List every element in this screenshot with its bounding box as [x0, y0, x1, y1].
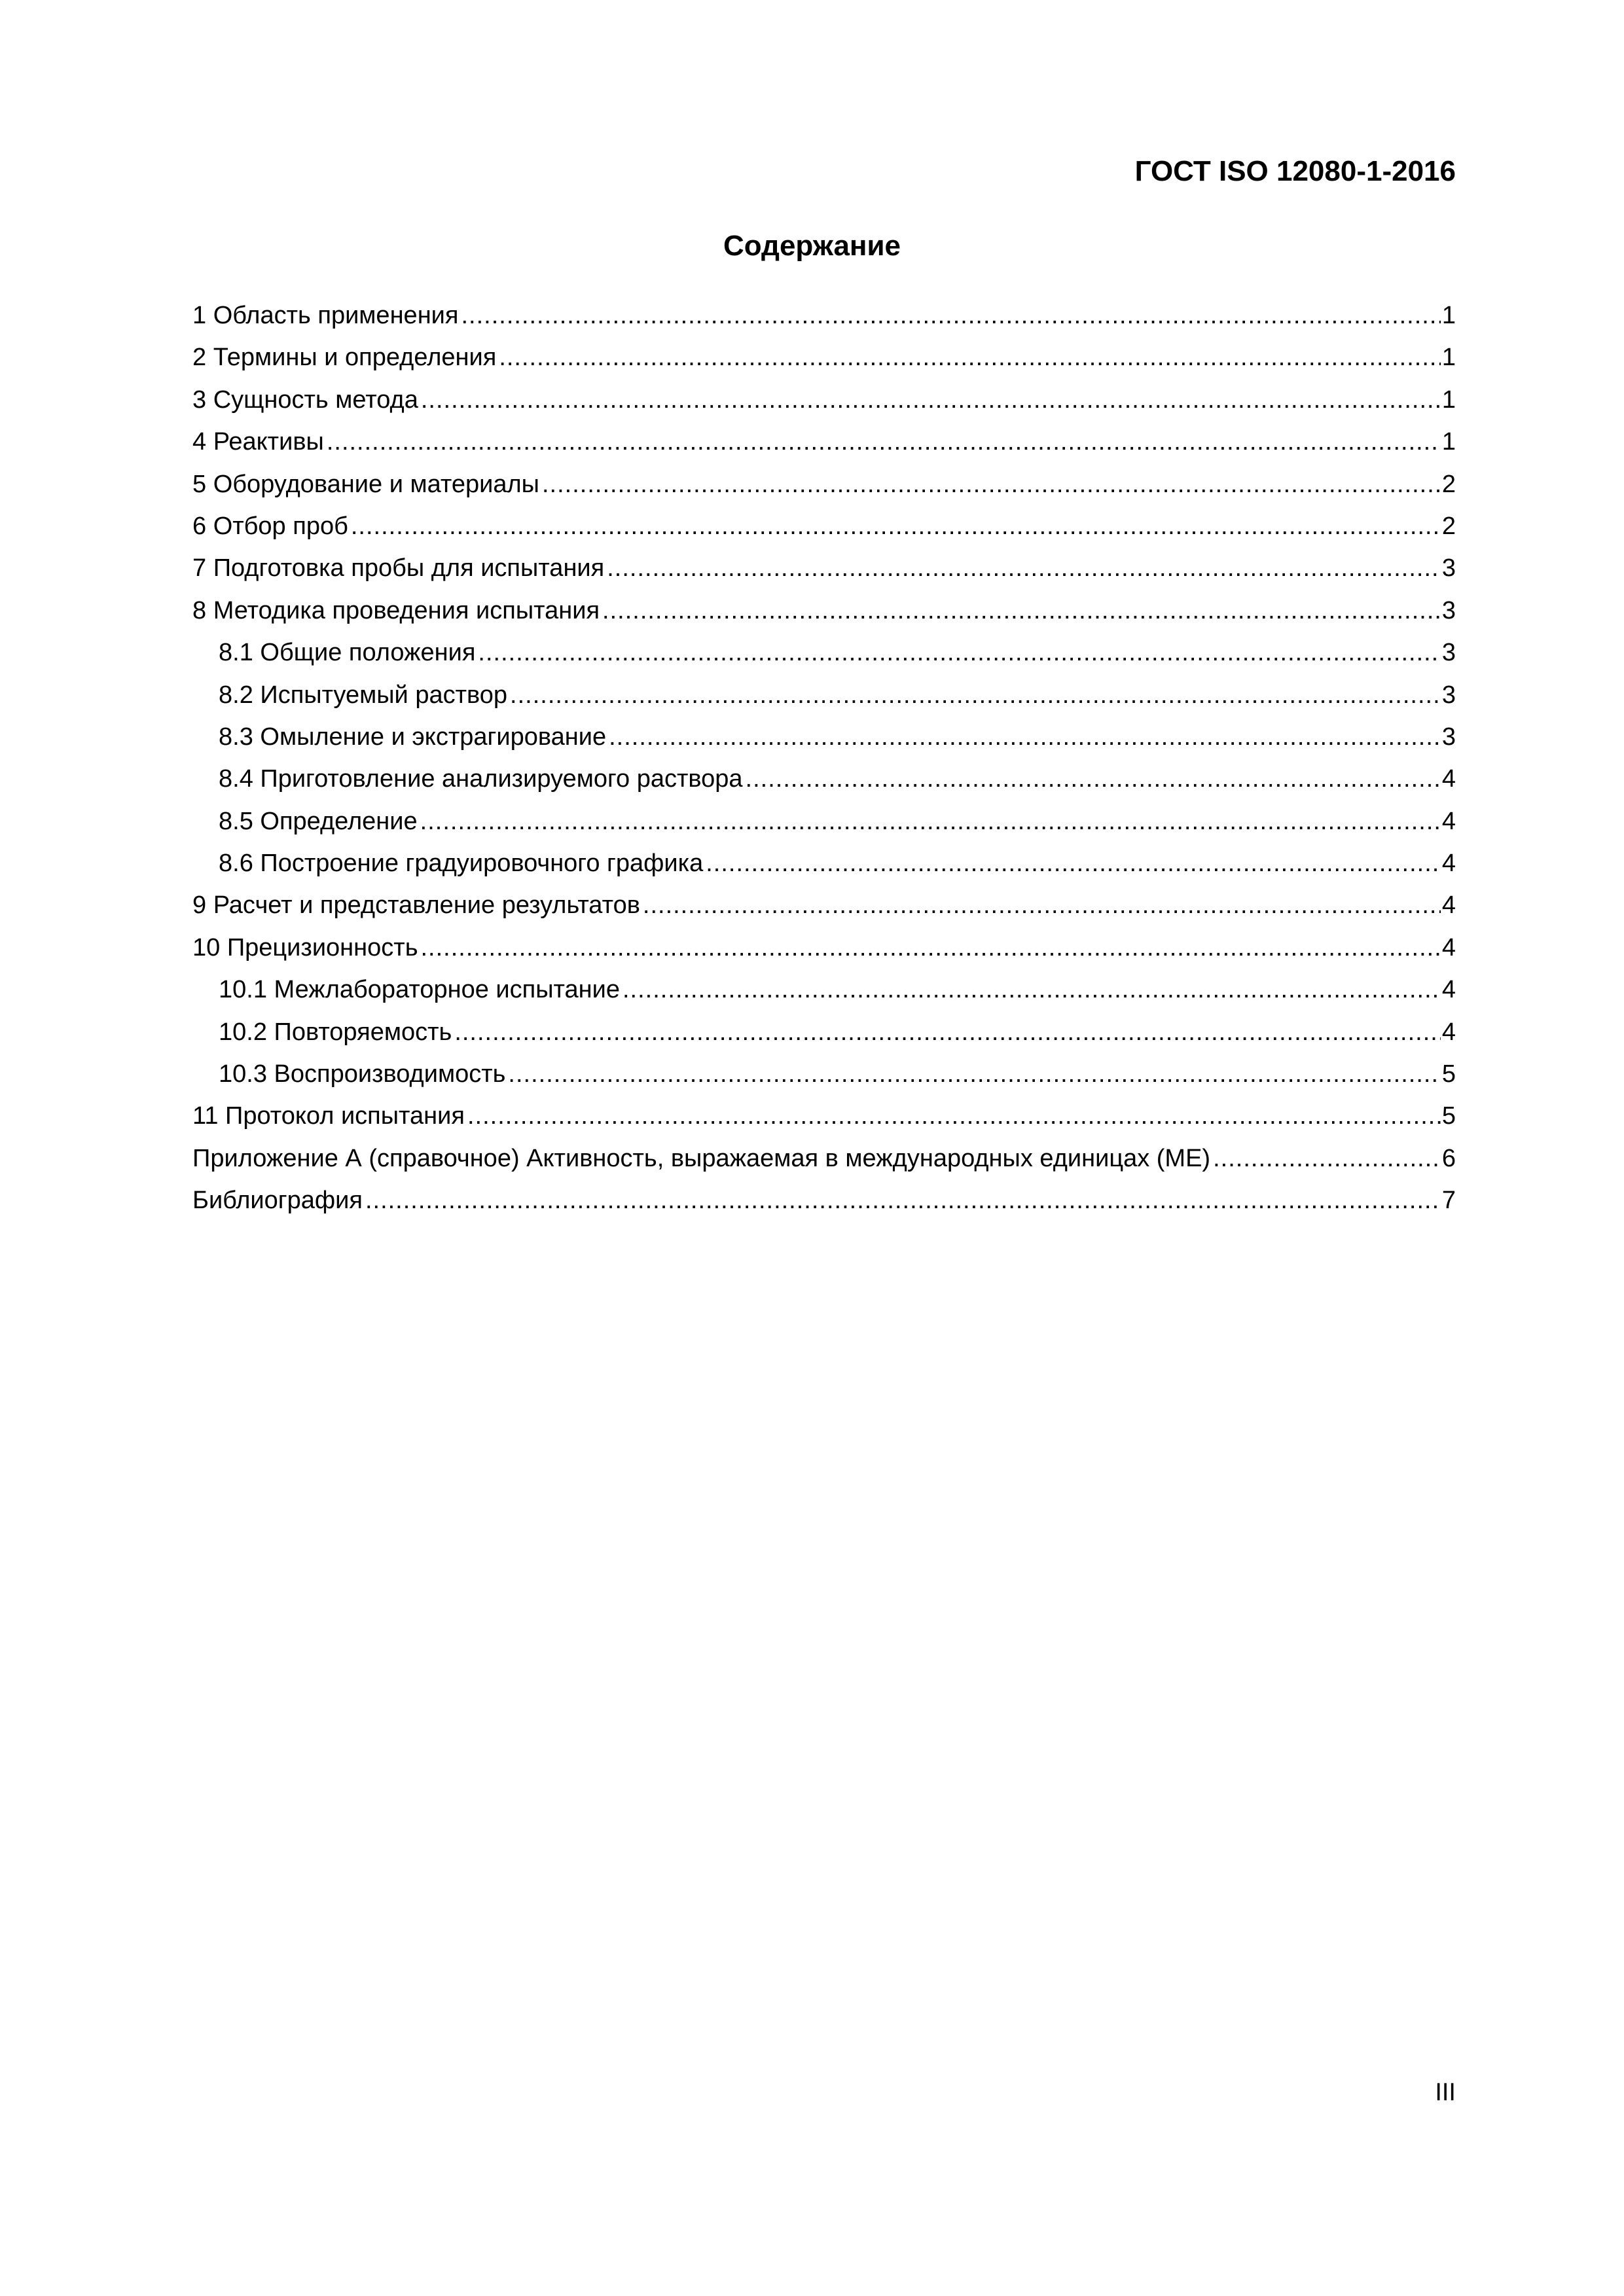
toc-entry-label: Библиография	[192, 1187, 363, 1215]
toc-entry-page: 5	[1441, 1060, 1456, 1088]
toc-entry[interactable]	[192, 1138, 1456, 1179]
toc-entry[interactable]	[192, 336, 1456, 378]
toc-entry[interactable]	[192, 421, 1456, 463]
toc-dot-leader	[420, 800, 1441, 842]
toc-entry[interactable]	[192, 842, 1456, 884]
toc-dot-leader	[542, 463, 1441, 505]
toc-entry-label: 6 Отбор проб	[192, 512, 348, 540]
toc-entry-label: 10.2 Повторяемость	[219, 1018, 452, 1046]
toc-entry-page: 3	[1441, 554, 1456, 583]
toc-entry[interactable]	[192, 969, 1456, 1011]
toc-entry-label: 8.5 Определение	[219, 807, 418, 835]
toc-entry-label: 7 Подготовка пробы для испытания	[192, 554, 605, 583]
toc-entry[interactable]	[192, 547, 1456, 589]
toc-entry-page: 5	[1441, 1102, 1456, 1130]
toc-entry[interactable]	[192, 1011, 1456, 1053]
toc-entry-label: 3 Сущность метода	[192, 386, 418, 414]
toc-entry-page: 4	[1441, 976, 1456, 1004]
toc-dot-leader	[365, 1179, 1441, 1221]
toc-entry-label: 10 Прецизионность	[192, 933, 418, 961]
toc-entry-label: 5 Оборудование и материалы	[192, 470, 539, 498]
toc-dot-leader	[421, 927, 1441, 969]
toc-dot-leader	[454, 1011, 1441, 1053]
toc-entry-page: 1	[1441, 302, 1456, 329]
toc-dot-leader	[351, 505, 1441, 547]
toc-entry-label: 8.4 Приготовление анализируемого раствора	[219, 765, 743, 793]
toc-dot-leader	[508, 1053, 1440, 1095]
toc-dot-leader	[1213, 1138, 1441, 1179]
toc-entry[interactable]	[192, 295, 1456, 336]
toc-entry-label: 2 Термины и определения	[192, 344, 497, 372]
toc-dot-leader	[607, 547, 1441, 589]
toc-entry[interactable]	[192, 800, 1456, 842]
toc-dot-leader	[510, 674, 1441, 716]
toc-entry[interactable]	[192, 590, 1456, 632]
toc-entry-page: 4	[1441, 807, 1456, 835]
toc-entry-page: 1	[1441, 344, 1456, 372]
toc-entry-label: 9 Расчет и представление результатов	[192, 891, 640, 920]
toc-entry[interactable]	[192, 505, 1456, 547]
toc-entry[interactable]	[192, 632, 1456, 673]
toc-entry-page: 6	[1441, 1144, 1456, 1172]
toc-entry-page: 2	[1441, 470, 1456, 498]
page-number: III	[1435, 2079, 1456, 2106]
toc-entry-page: 4	[1441, 891, 1456, 920]
toc-entry-label: 8.2 Испытуемый раствор	[219, 681, 508, 709]
document-code: ГОСТ ISO 12080-1-2016	[1134, 155, 1456, 187]
toc-dot-leader	[609, 716, 1441, 758]
toc-dot-leader	[327, 421, 1441, 463]
toc-dot-leader	[706, 842, 1441, 884]
toc-title: Содержание	[723, 230, 901, 262]
toc-dot-leader	[499, 336, 1441, 378]
toc-entry[interactable]	[192, 1053, 1456, 1095]
toc-entry-page: 2	[1441, 512, 1456, 540]
toc-entry[interactable]	[192, 1095, 1456, 1137]
toc-entry[interactable]	[192, 758, 1456, 800]
toc-entry[interactable]	[192, 927, 1456, 969]
toc-dot-leader	[421, 379, 1441, 421]
toc-entry[interactable]	[192, 379, 1456, 421]
toc-entry-page: 4	[1441, 933, 1456, 961]
toc-entry-page: 3	[1441, 639, 1456, 667]
toc-dot-leader	[643, 884, 1441, 926]
toc-dot-leader	[746, 758, 1441, 800]
table-of-contents	[192, 295, 1456, 1222]
toc-entry-page: 3	[1441, 596, 1456, 624]
toc-entry[interactable]	[192, 716, 1456, 758]
toc-entry[interactable]	[192, 674, 1456, 716]
toc-entry-page: 4	[1441, 850, 1456, 878]
toc-dot-leader	[478, 632, 1440, 673]
toc-entry-label: 11 Протокол испытания	[192, 1102, 465, 1130]
toc-entry-label: 1 Область применения	[192, 302, 459, 329]
toc-dot-leader	[602, 590, 1441, 632]
toc-entry[interactable]	[192, 1179, 1456, 1221]
toc-entry[interactable]	[192, 463, 1456, 505]
toc-dot-leader	[623, 969, 1441, 1011]
toc-entry-label: 8.3 Омыление и экстрагирование	[219, 723, 607, 751]
toc-entry-page: 3	[1441, 681, 1456, 709]
toc-entry-label: Приложение А (справочное) Активность, выражаемая в международных единицах (МЕ)	[192, 1144, 1211, 1172]
toc-entry-page: 4	[1441, 1018, 1456, 1046]
toc-entry-page: 3	[1441, 723, 1456, 751]
toc-entry-page: 1	[1441, 386, 1456, 414]
toc-dot-leader	[467, 1095, 1441, 1137]
toc-entry[interactable]	[192, 884, 1456, 926]
toc-entry-label: 10.3 Воспроизводимость	[219, 1060, 506, 1088]
toc-dot-leader	[461, 295, 1440, 336]
toc-entry-label: 8 Методика проведения испытания	[192, 596, 600, 624]
toc-entry-page: 1	[1441, 428, 1456, 456]
toc-entry-label: 4 Реактивы	[192, 428, 324, 456]
toc-entry-page: 7	[1441, 1187, 1456, 1215]
toc-entry-label: 8.6 Построение градуировочного графика	[219, 850, 704, 878]
toc-entry-page: 4	[1441, 765, 1456, 793]
toc-entry-label: 10.1 Межлабораторное испытание	[219, 976, 620, 1004]
toc-entry-label: 8.1 Общие положения	[219, 639, 476, 667]
